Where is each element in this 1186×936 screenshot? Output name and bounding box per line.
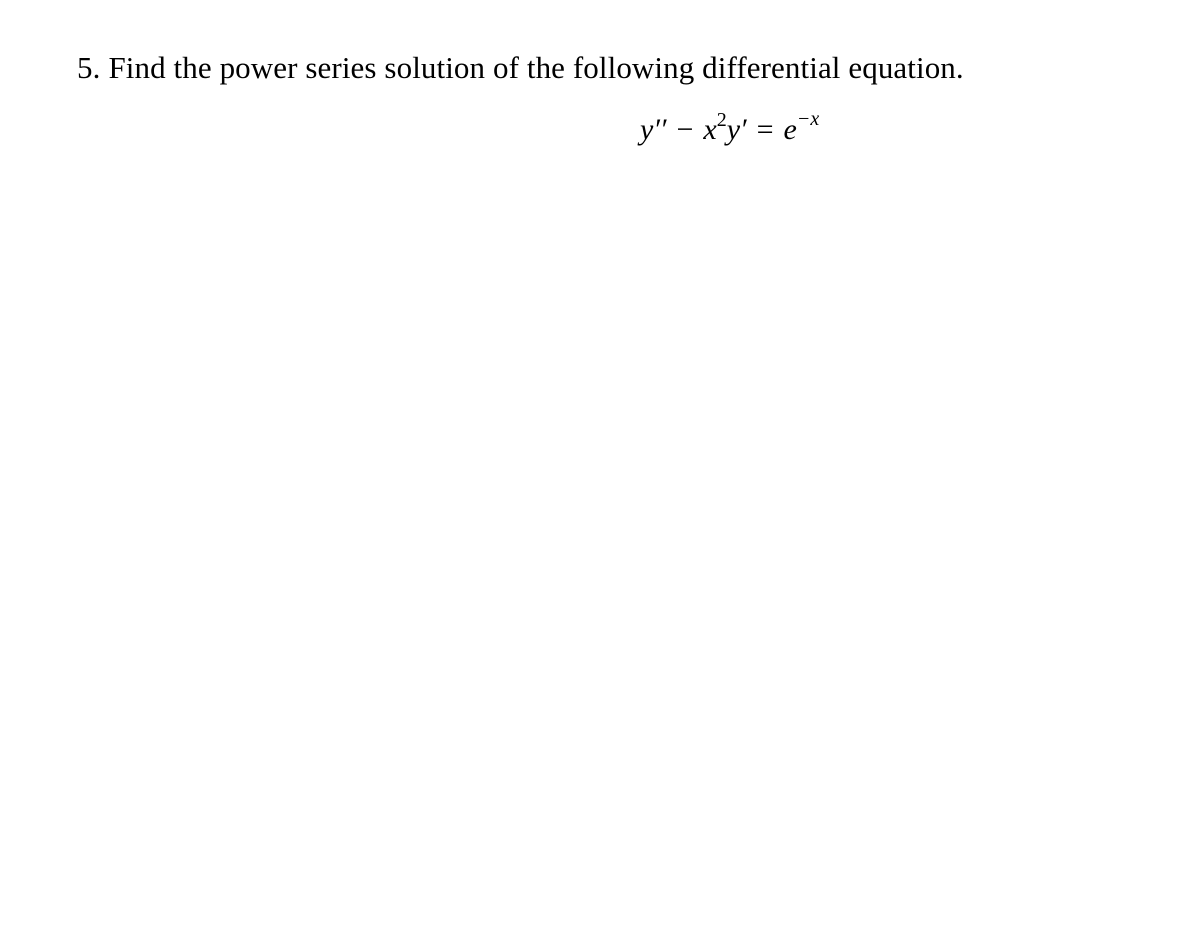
equation-equals-sign: = xyxy=(756,113,774,146)
problem-text: Find the power series solution of the following differential equation. xyxy=(108,50,964,85)
equation-rhs-base: e xyxy=(783,113,797,146)
equation-minus-sign: − xyxy=(676,113,694,146)
equation-term-y-prime: y′ xyxy=(726,113,747,146)
differential-equation xyxy=(640,110,819,150)
equation-rhs-exponent: −x xyxy=(796,108,820,130)
equation-coefficient-x: x xyxy=(703,113,717,146)
problem-number: 5. xyxy=(77,50,101,85)
problem-statement xyxy=(77,48,964,88)
equation-term-y-double-prime: y′′ xyxy=(640,113,667,146)
equation-coefficient-power: 2 xyxy=(716,109,727,131)
